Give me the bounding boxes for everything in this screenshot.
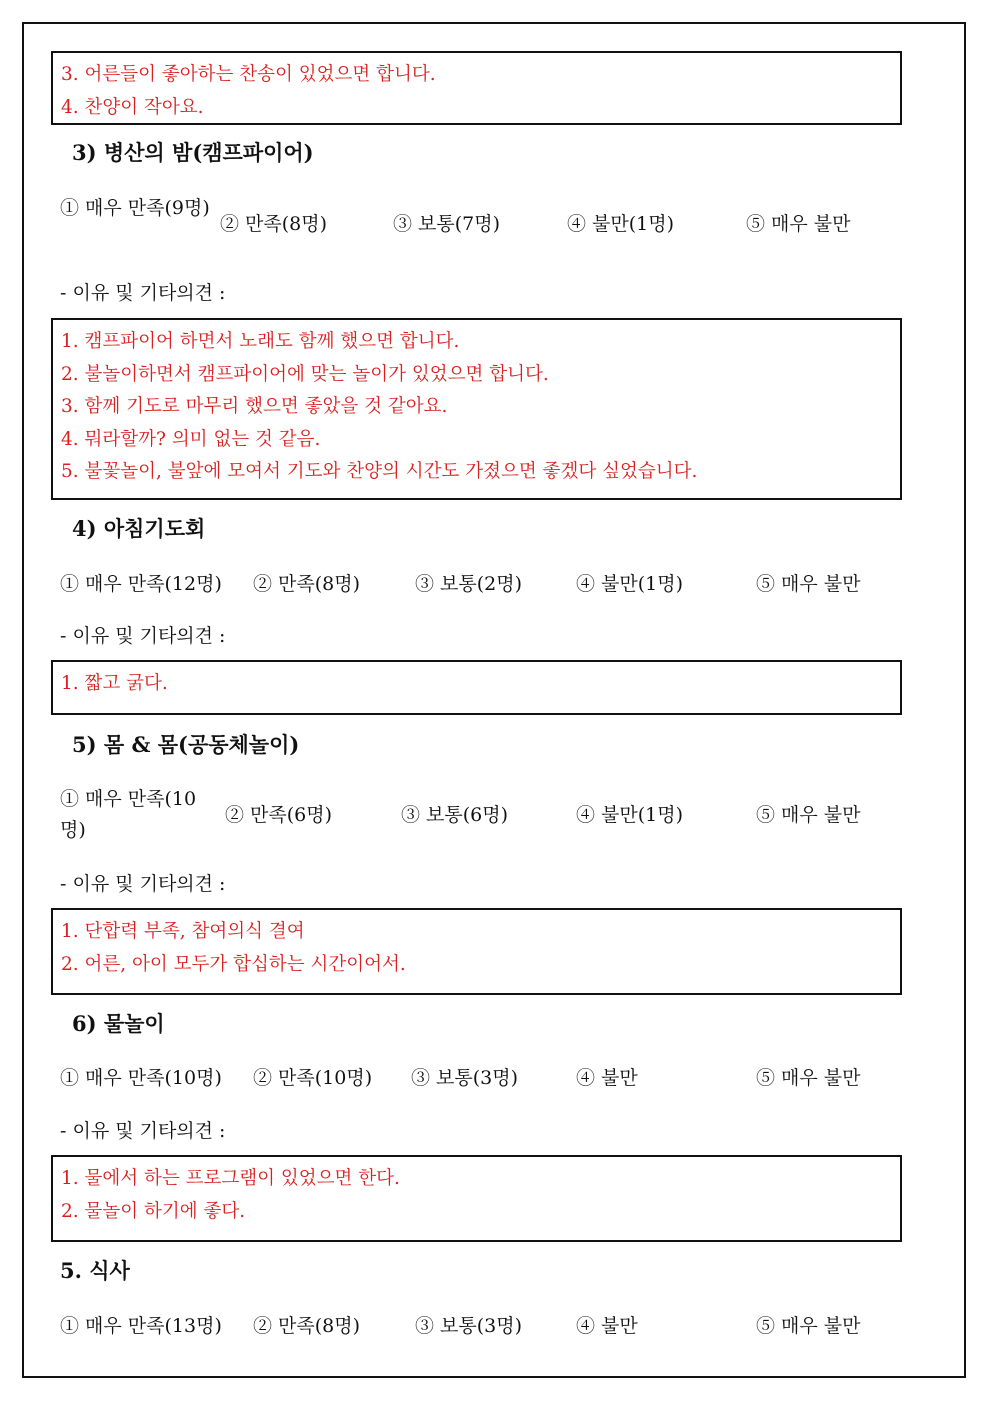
option-neutral: ③ 보통(6명) (401, 804, 509, 826)
section-title-campfire: 3) 병산의 밤(캠프파이어) (72, 140, 314, 165)
option-satisfied: ② 만족(8명) (253, 573, 361, 595)
comment-box-water (51, 1155, 902, 1242)
option-dissatisfied: ④ 불만(1명) (576, 804, 684, 826)
option-very-satisfied: ① 매우 만족(9명) (60, 197, 210, 219)
option-very-satisfied: ① 매우 만족(12명) (60, 573, 222, 595)
comment-line: 3. 함께 기도로 마무리 했으면 좋았을 것 같아요. (61, 396, 448, 417)
comment-line: 1. 짧고 굵다. (61, 673, 168, 694)
option-dissatisfied: ④ 불만 (576, 1067, 638, 1089)
rating-options-campfire (60, 193, 900, 249)
section-title-morning: 4) 아침기도회 (72, 516, 206, 541)
reason-label: - 이유 및 기타의견 : (60, 873, 226, 895)
option-satisfied: ② 만족(6명) (225, 804, 333, 826)
option-neutral: ③ 보통(2명) (415, 573, 523, 595)
section-title-body: 5) 몸 & 몸(공동체놀이) (72, 732, 300, 757)
section-title-water: 6) 물놀이 (72, 1011, 165, 1036)
option-very-dissatisfied: ⑤ 매우 불만 (756, 573, 861, 595)
rating-options-body (60, 784, 900, 840)
option-neutral: ③ 보통(3명) (411, 1067, 519, 1089)
comment-line: 2. 어른, 아이 모두가 합십하는 시간이어서. (61, 953, 406, 975)
comment-box-campfire (51, 318, 902, 500)
option-very-dissatisfied: ⑤ 매우 불만 (756, 1067, 861, 1089)
option-very-satisfied: ① 매우 만족(13명) (60, 1315, 222, 1337)
option-neutral: ③ 보통(7명) (393, 213, 501, 235)
comment-line: 3. 어른들이 좋아하는 찬송이 있었으면 합니다. (61, 64, 436, 85)
option-satisfied: ② 만족(8명) (220, 213, 328, 235)
option-satisfied: ② 만족(8명) (253, 1315, 361, 1337)
comment-box-body (51, 908, 902, 995)
comment-box-morning (51, 660, 902, 715)
comment-line: 5. 불꽃놀이, 불앞에 모여서 기도와 찬양의 시간도 가졌으면 좋겠다 싶었습니다. (61, 461, 698, 482)
option-very-satisfied: ① 매우 만족(10명) (60, 788, 197, 841)
comment-line: 1. 물에서 하는 프로그램이 있었으면 한다. (61, 1168, 400, 1189)
comment-line: 4. 찬양이 작아요. (61, 96, 204, 118)
reason-label: - 이유 및 기타의견 : (60, 282, 226, 304)
option-dissatisfied: ④ 불만(1명) (567, 213, 675, 235)
section-title-meal: 5. 식사 (60, 1258, 130, 1283)
rating-options-meal (60, 1311, 900, 1367)
option-very-satisfied: ① 매우 만족(10명) (60, 1067, 222, 1089)
option-dissatisfied: ④ 불만(1명) (576, 573, 684, 595)
comment-line: 1. 캠프파이어 하면서 노래도 함께 했으면 합니다. (61, 331, 460, 352)
reason-label: - 이유 및 기타의견 : (60, 625, 226, 647)
option-dissatisfied: ④ 불만 (576, 1315, 638, 1337)
comment-box-top (51, 51, 902, 125)
rating-options-morning (60, 569, 900, 625)
option-very-dissatisfied: ⑤ 매우 불만 (746, 213, 851, 235)
comment-line: 2. 물놀이 하기에 좋다. (61, 1200, 246, 1222)
option-satisfied: ② 만족(10명) (253, 1067, 373, 1089)
comment-line: 1. 단합력 부족, 참여의식 결여 (61, 921, 305, 942)
comment-line: 2. 불놀이하면서 캠프파이어에 맞는 놀이가 있었으면 합니다. (61, 363, 549, 385)
reason-label: - 이유 및 기타의견 : (60, 1120, 226, 1142)
option-neutral: ③ 보통(3명) (415, 1315, 523, 1337)
comment-line: 4. 뭐라할까? 의미 없는 것 같음. (61, 428, 321, 450)
option-very-dissatisfied: ⑤ 매우 불만 (756, 1315, 861, 1337)
option-very-dissatisfied: ⑤ 매우 불만 (756, 804, 861, 826)
rating-options-water (60, 1063, 900, 1119)
